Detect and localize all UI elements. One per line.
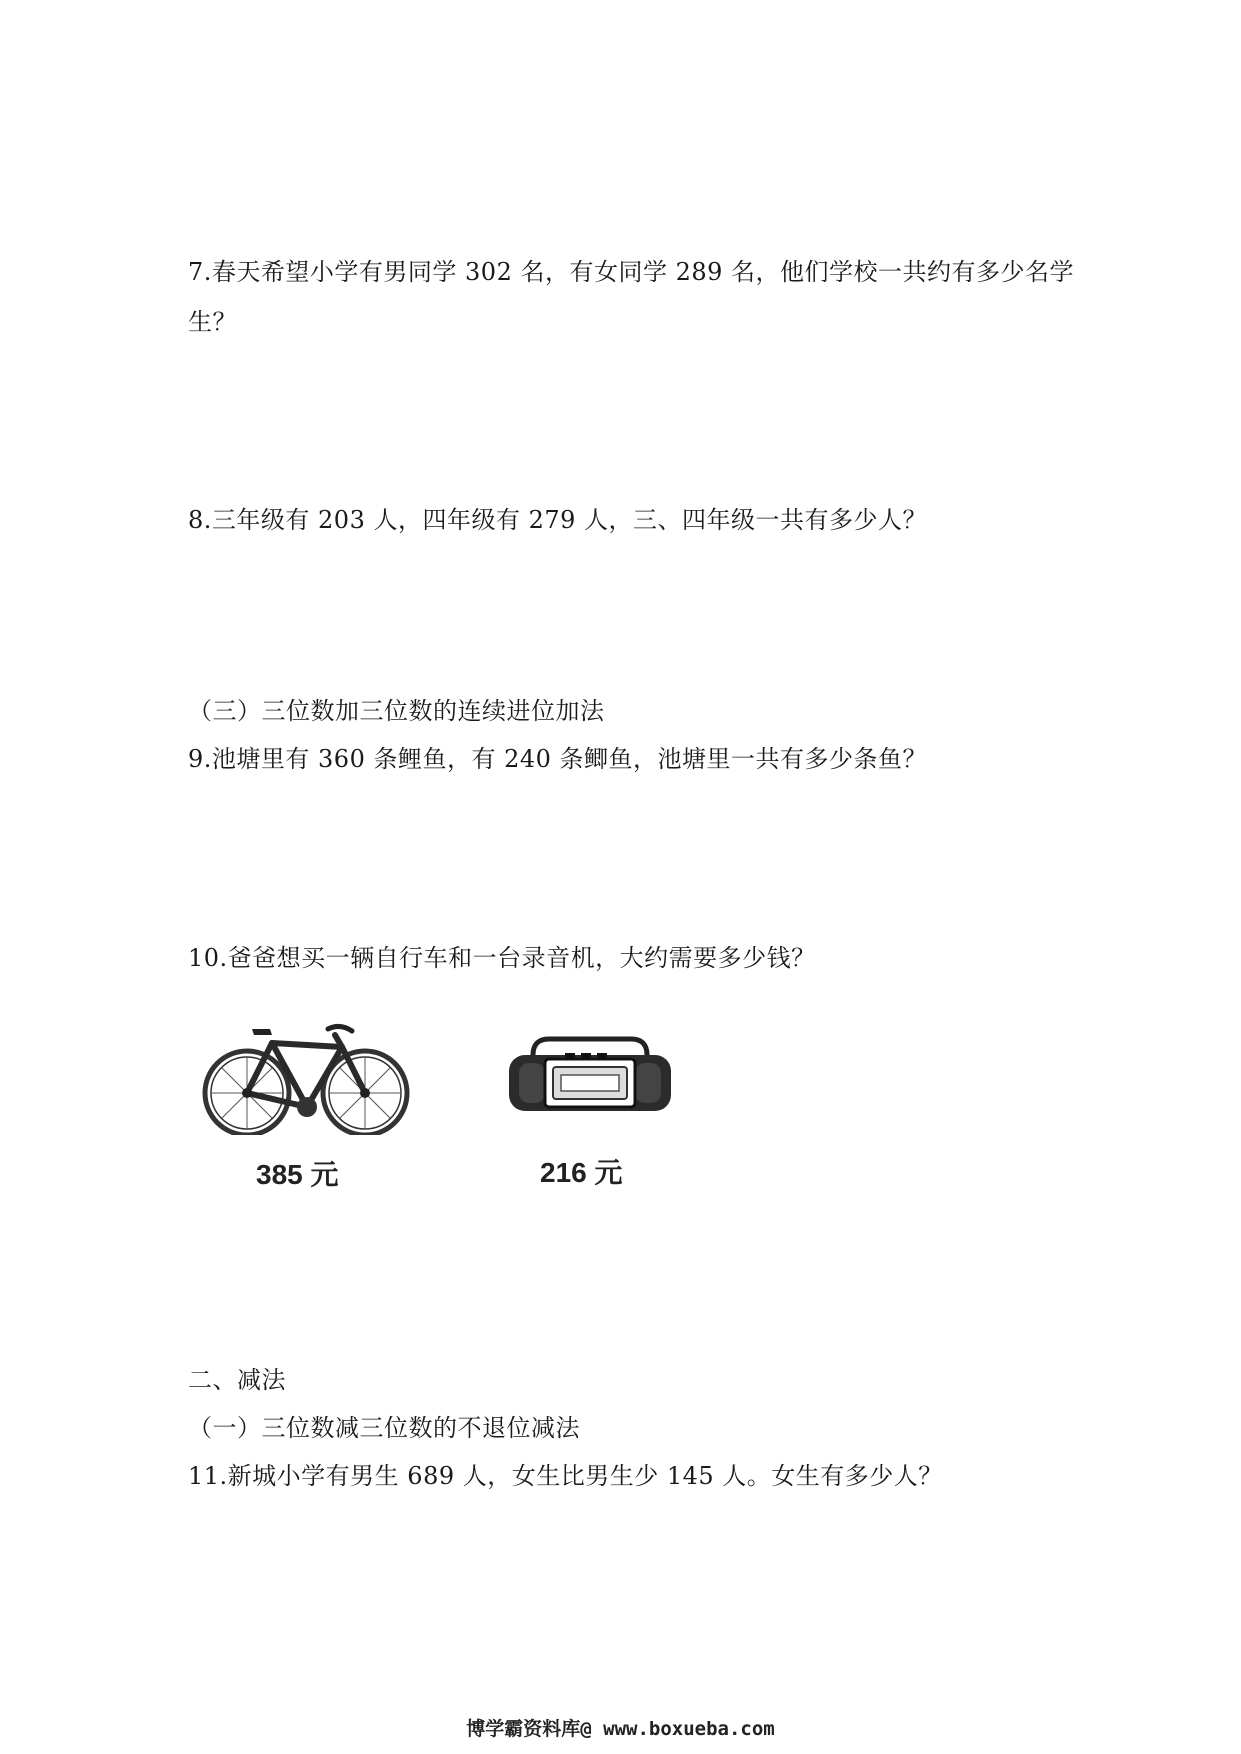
question-7-line-2: 生？	[188, 308, 237, 336]
recorder-price: 216 元	[540, 1157, 623, 1188]
section-1-heading: （一）三位数减三位数的不退位减法	[188, 1414, 580, 1442]
bicycle-icon	[200, 1015, 410, 1135]
question-10: 10.爸爸想买一辆自行车和一台录音机，大约需要多少钱？	[188, 944, 816, 972]
recorder-figure	[505, 1035, 675, 1115]
question-9: 9.池塘里有 360 条鲤鱼，有 240 条鲫鱼，池塘里一共有多少条鱼？	[188, 745, 928, 773]
cassette-recorder-icon	[505, 1035, 675, 1115]
bicycle-price: 385 元	[256, 1159, 339, 1190]
question-7-line-1: 7.春天希望小学有男同学 302 名，有女同学 289 名，他们学校一共约有多少名学	[188, 258, 1075, 286]
bicycle-figure	[200, 1015, 410, 1135]
question-11: 11.新城小学有男生 689 人，女生比男生少 145 人。女生有多少人？	[188, 1462, 943, 1490]
footer-watermark: 博学霸资料库@ www.boxueba.com	[466, 1718, 775, 1740]
part-2-heading: 二、减法	[188, 1366, 286, 1394]
question-8: 8.三年级有 203 人，四年级有 279 人，三、四年级一共有多少人？	[188, 506, 928, 534]
section-3-heading: （三）三位数加三位数的连续进位加法	[188, 697, 605, 725]
